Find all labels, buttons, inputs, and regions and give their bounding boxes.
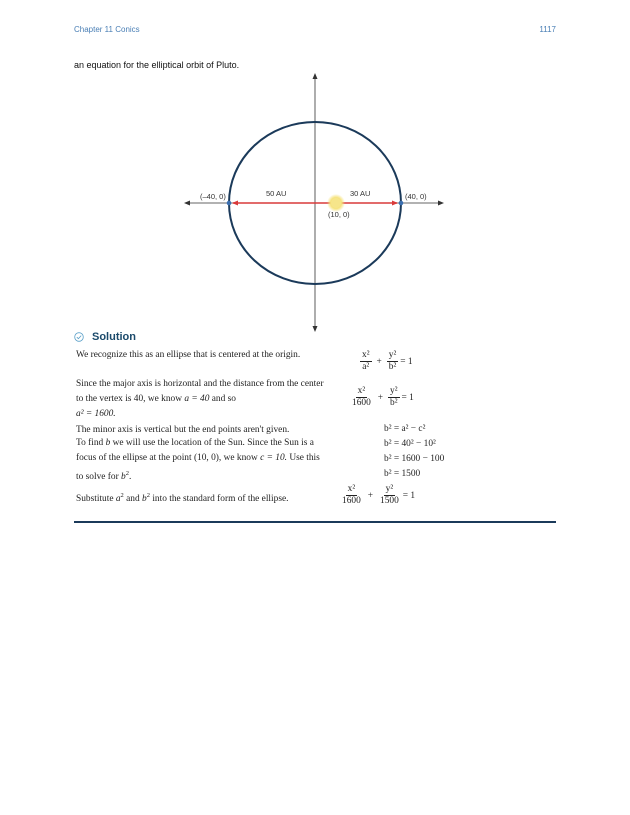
solution-step-3: The minor axis is vertical but the end points aren't given. (76, 425, 290, 435)
segment-arrow-left (232, 201, 238, 206)
equation-with-a-squared: $\frac{\text{x²}}{1600}$ + $\frac{\text{y²}}{\text{b²}}$ = 1 (352, 386, 414, 408)
equation-standard-form: $\frac{\text{x²}}{\text{a²}}$ + $\frac{\text{y²}}{\text{b²}}$ = 1 (362, 350, 413, 372)
solution-step-5: Substitute $a^2$ and $b^2$ into the standard form of the ellipse. (76, 492, 289, 504)
solution-heading (74, 331, 136, 343)
x-axis-arrow-right (438, 201, 444, 206)
equation-b-squared-line-2: b² = 40² − 10² (384, 439, 436, 449)
section-divider (74, 521, 556, 523)
left-vertex-point (227, 201, 232, 206)
equation-b-squared-line-1: b² = a² − c² (384, 424, 426, 434)
sun-focus (331, 198, 341, 208)
page-number: 1117 (539, 25, 556, 34)
equation-b-squared-line-3: b² = 1600 − 100 (384, 454, 445, 464)
solution-title: Solution (92, 331, 136, 343)
ellipse-figure (0, 0, 630, 340)
right-distance-label: 30 AU (350, 189, 371, 198)
x-axis-arrow-left (184, 201, 190, 206)
y-axis-arrow-up (313, 73, 318, 79)
y-axis-arrow-down (313, 326, 318, 332)
solution-step-2: Since the major axis is horizontal and the distance from the center to the vertex is 40, we know a = 40 and so a² = 1600. (76, 379, 324, 419)
solution-step-4: To find b we will use the location of the Sun. Since the Sun is a focus of the ellipse at the point (10, 0), we know c = 10. Use this to solve for $b^2$. (76, 438, 320, 482)
right-vertex-label: (40, 0) (405, 192, 427, 201)
equation-final: $\frac{\text{x²}}{1600}$ + $\frac{\text{y²}}{1500}$ = 1 (342, 484, 416, 506)
left-vertex-label: (–40, 0) (200, 192, 226, 201)
running-header-chapter: Chapter 11 Conics (74, 25, 140, 34)
segment-arrow-right (392, 201, 398, 206)
intro-text: an equation for the elliptical orbit of Pluto. (74, 60, 240, 70)
left-distance-label: 50 AU (266, 189, 287, 198)
check-circle-icon (74, 332, 84, 342)
solution-step-1: We recognize this as an ellipse that is centered at the origin. (76, 350, 301, 360)
equation-b-squared-line-4: b² = 1500 (384, 469, 421, 479)
focus-label: (10, 0) (328, 210, 350, 219)
right-vertex-point (399, 201, 404, 206)
